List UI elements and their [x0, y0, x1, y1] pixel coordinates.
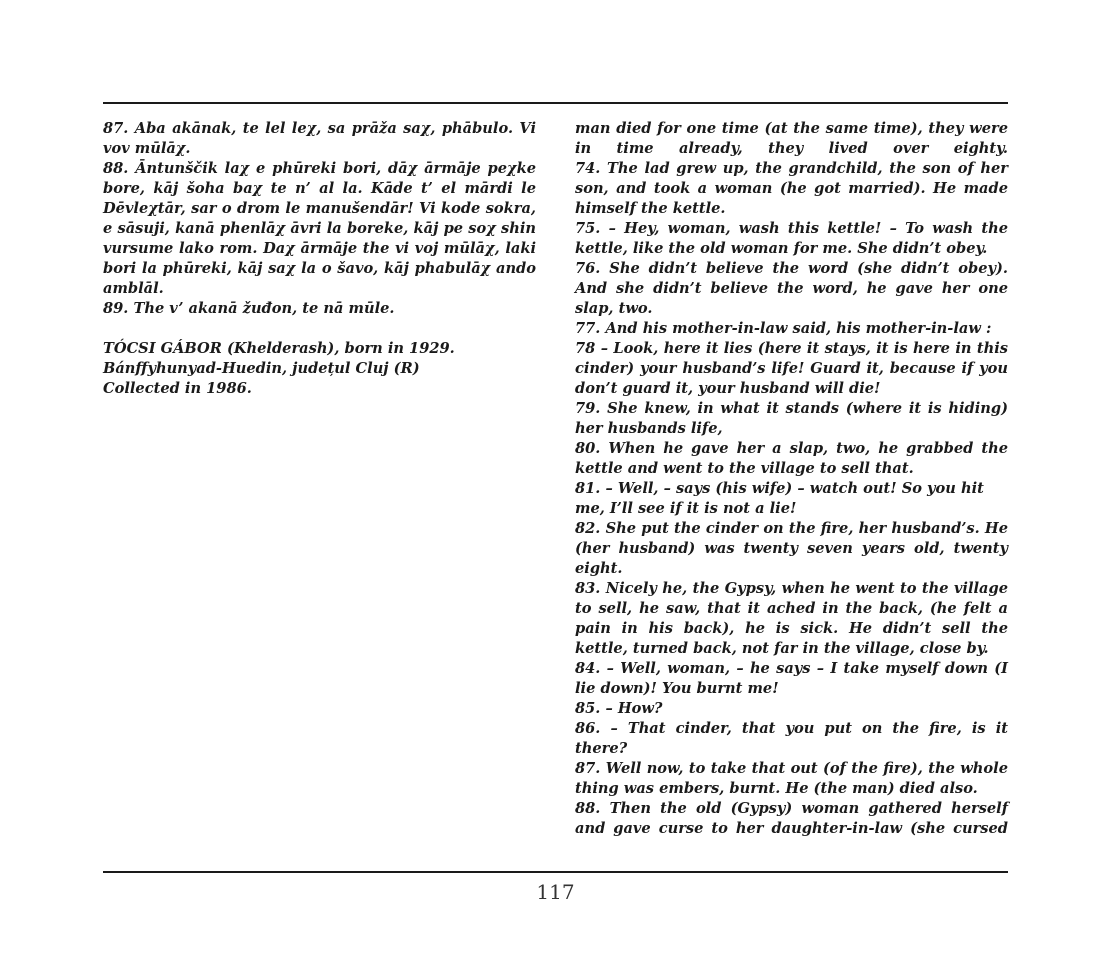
- paragraph-88: 88. Then the old (Gypsy) woman gathered herself and gave curse to her daughter-in-law (she cursed: [575, 800, 1008, 837]
- paragraph-81-line-2: me, I’ll see if it is not a lie!: [575, 500, 797, 517]
- paragraph-86: 86. – That cinder, that you put on the fire, is it there?: [575, 720, 1008, 757]
- paragraph-85: 85. – How?: [575, 700, 663, 717]
- credit-informant: TÓCSI GÁBOR (Khelderash), born in 1929.: [103, 340, 455, 357]
- right-column: [575, 119, 1008, 839]
- paragraph-76: 76. She didn’t believe the word (she didn’t obey). And she didn’t believe the word, he gave her one slap, two.: [575, 260, 1008, 317]
- informant-credit: [103, 339, 536, 399]
- paragraph-79: 79. She knew, in what it stands (where it is hiding) her husbands life,: [575, 400, 1008, 437]
- paragraph-80: 80. When he gave her a slap, two, he grabbed the kettle and went to the village to sell that.: [575, 440, 1008, 477]
- credit-place: Bánffyhunyad-Huedin, județul Cluj (R): [103, 360, 420, 377]
- paragraph-89-romani: 89. The v’ akanā žuđon, te nā mūle.: [103, 300, 395, 317]
- footer-rule: [103, 871, 1008, 873]
- spacer: [103, 319, 536, 339]
- paragraph-87-romani: 87. Aba akānak, te lel leχ, sa prāža saχ, phābulo. Vi vov mūlāχ.: [103, 120, 536, 157]
- paragraph-74: 74. The lad grew up, the grandchild, the son of her son, and took a woman (he got married). He made himself the kettle.: [575, 160, 1008, 217]
- paragraph-82: 82. She put the cinder on the fire, her husband’s. He (her husband) was twenty seven years old, twenty eight.: [575, 520, 1008, 577]
- paragraph-87: 87. Well now, to take that out (of the fire), the whole thing was embers, burnt. He (the man) died also.: [575, 760, 1008, 797]
- paragraph-78: 78 – Look, here it lies (here it stays, it is here in this cinder) your husband’s life! Guard it, because if you don’t guard it, your husband will die!: [575, 340, 1008, 397]
- paragraph-83: 83. Nicely he, the Gypsy, when he went to the village to sell, he saw, that it ached in the back, (he felt a pain in his back), he is sick. He didn’t sell the kettle, turned back, not far in the village, close by.: [575, 580, 1008, 657]
- left-column: [103, 119, 536, 399]
- paragraph-88-romani: 88. Āntunščik laχ e phūreki bori, dāχ ārmāje peχke bore, kāj šoha baχ te n’ al la. Kāde t’ el mārdi le Dēvleχtār, sar o drom le manušendār! Vi kode sokra, e sāsuji, kanā phenlāχ āvri la boreke, kāj pe soχ shin vursume lako rom. Daχ ārmāje the vi voj mūlāχ, laki bori la phūreki, kāj saχ la o šavo, kāj phabulāχ ando amblāl.: [103, 160, 536, 297]
- paragraph-84: 84. – Well, woman, – he says – I take myself down (I lie down)! You burnt me!: [575, 660, 1008, 697]
- header-rule: [103, 102, 1008, 104]
- paragraph-75: 75. – Hey, woman, wash this kettle! – To wash the kettle, like the old woman for me. She didn’t obey.: [575, 220, 1008, 257]
- paragraph-77: 77. And his mother-in-law said, his mother-in-law :: [575, 320, 992, 337]
- page-number: 117: [536, 880, 575, 904]
- paragraph-81-line-1: 81. – Well, – says (his wife) – watch out! So you hit: [575, 480, 984, 497]
- paragraph-73-continued: man died for one time (at the same time), they were in time already, they lived over eighty.: [575, 120, 1008, 157]
- credit-collected: Collected in 1986.: [103, 380, 252, 397]
